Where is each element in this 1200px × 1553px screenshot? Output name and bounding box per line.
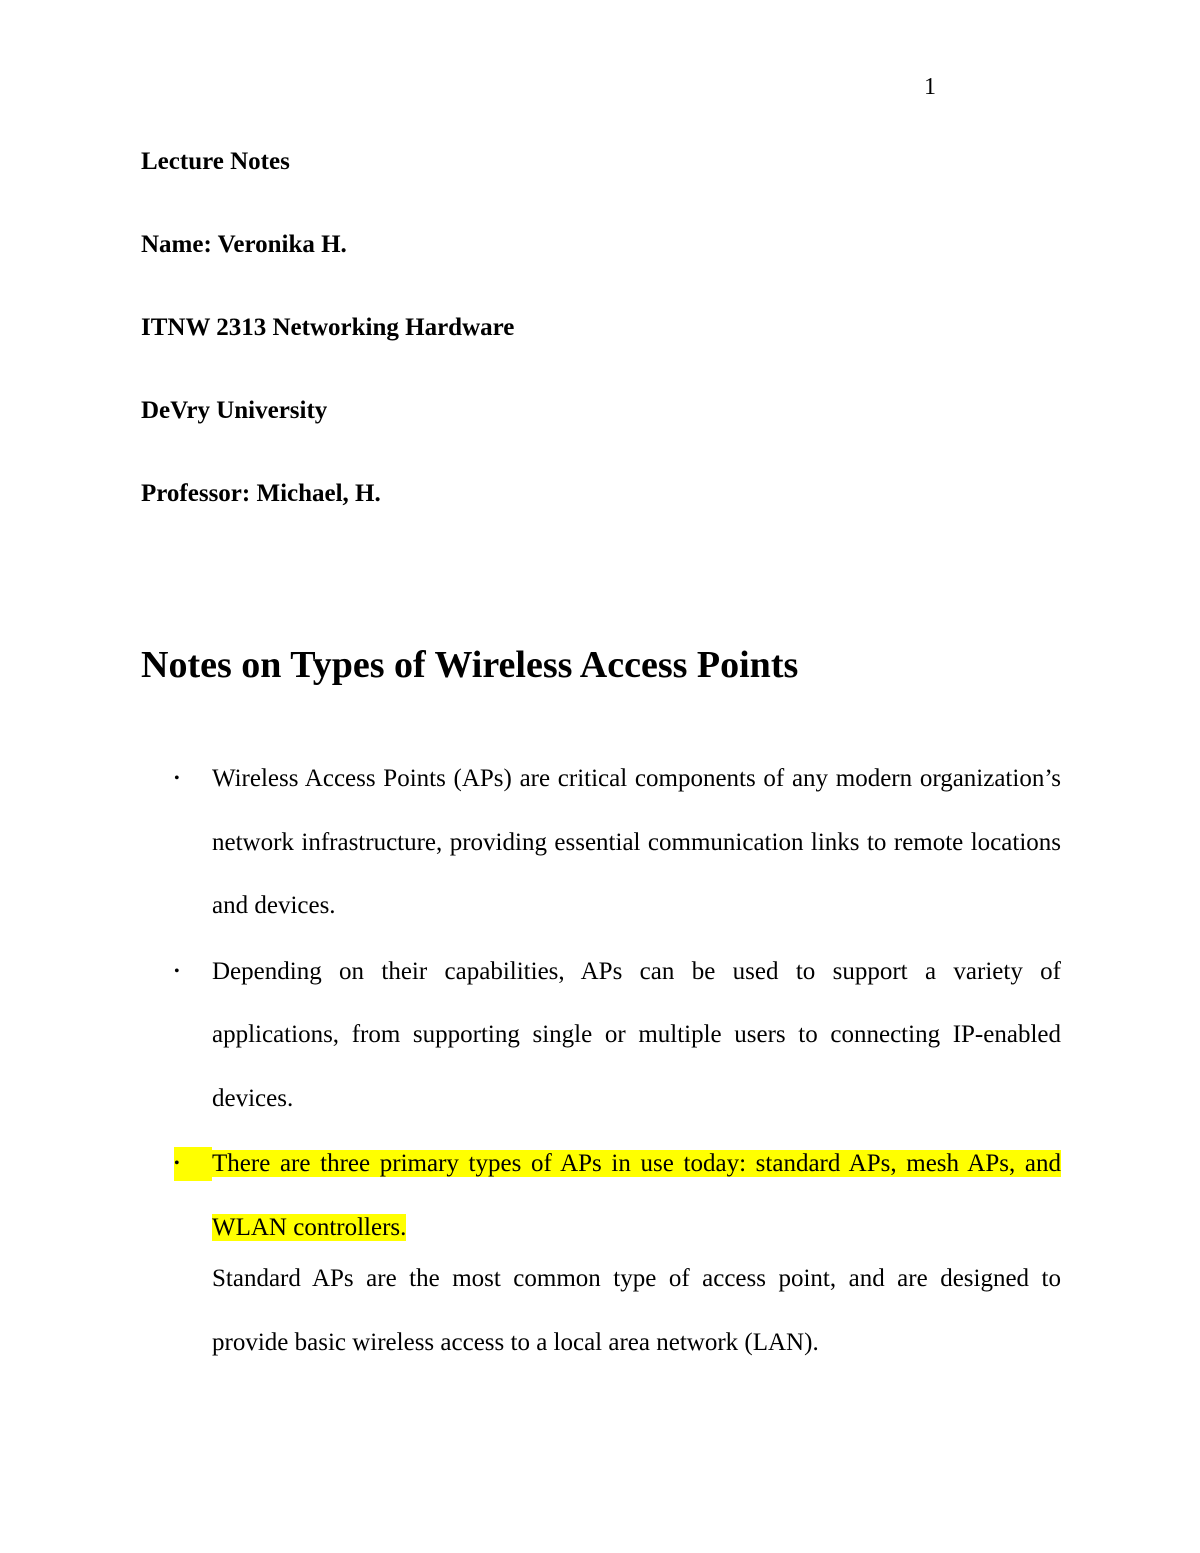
list-item	[141, 940, 1061, 1131]
list-item	[141, 747, 1061, 938]
document-title: Lecture Notes	[141, 148, 290, 175]
professor-name: Professor: Michael, H.	[141, 480, 381, 507]
bullet-icon: •	[174, 1155, 180, 1172]
list-item-highlighted	[141, 1132, 1061, 1259]
bullet-list	[141, 747, 1061, 1259]
document-header	[141, 142, 1061, 557]
course-name: ITNW 2313 Networking Hardware	[141, 314, 515, 341]
body-paragraph: Standard APs are the most common type of access point, and are designed to provide basic wireless access to a local area network (LAN).	[212, 1265, 1061, 1356]
student-name: Name: Veronika H.	[141, 231, 347, 258]
list-item-text	[212, 1132, 1061, 1259]
section-heading: Notes on Types of Wireless Access Points	[141, 644, 799, 686]
highlighted-text: There are three primary types of APs in use today: standard APs, mesh APs, and WLAN controllers.	[212, 1150, 1061, 1241]
bullet-icon: •	[174, 770, 180, 787]
bullet-highlight	[174, 1147, 212, 1181]
bullet-icon: •	[174, 962, 180, 980]
list-item-text: Depending on their capabilities, APs can be used to support a variety of applications, from supporting single or multiple users to connecting IP-enabled devices.	[212, 957, 1061, 1112]
list-item-text: Wireless Access Points (APs) are critical components of any modern organization’s network infrastructure, providing essential communication links to remote locations and devices.	[212, 765, 1061, 919]
page-number: 1	[924, 74, 936, 100]
school-name: DeVry University	[141, 397, 328, 424]
